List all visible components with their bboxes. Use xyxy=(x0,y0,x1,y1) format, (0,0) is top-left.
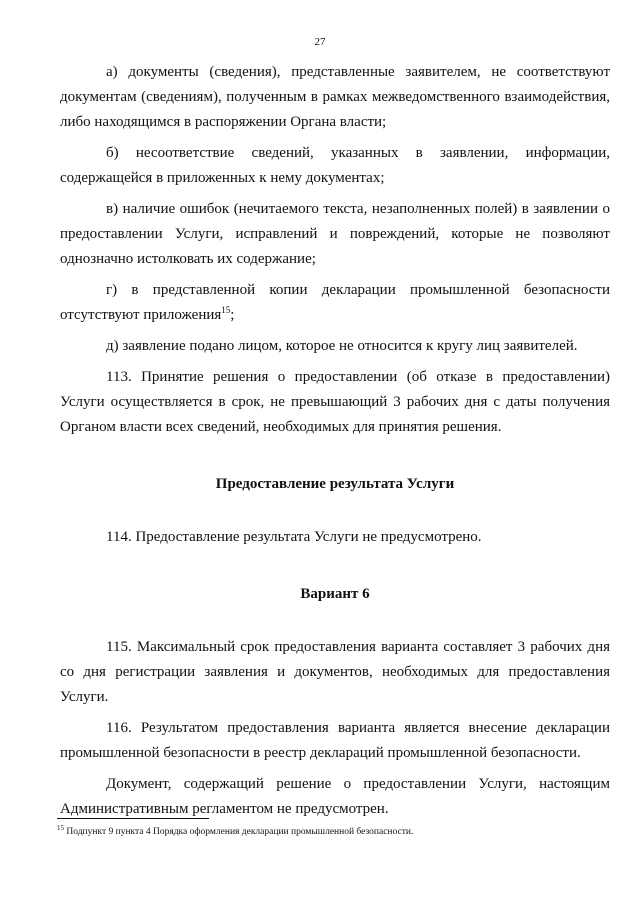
footnote-number: 15 xyxy=(57,823,64,832)
footnote-divider xyxy=(57,818,209,819)
paragraph-113: 113. Принятие решения о предоставлении (об отказе в предоставлении) Услуги осуществляется в срок, не превышающий 3 рабочих дня с даты получения Органом власти всех сведений, необходимых для принятия решения. xyxy=(60,369,610,435)
footnote-ref: 15 xyxy=(221,305,231,315)
paragraph-document: Документ, содержащий решение о предоставлении Услуги, настоящим Административным регламентом не предусмотрен. xyxy=(60,776,610,817)
paragraph-g-tail: ; xyxy=(230,307,235,323)
paragraph-115: 115. Максимальный срок предоставления варианта составляет 3 рабочих дня со дня регистрации заявления и документов, необходимых для предоставления Услуги. xyxy=(60,639,610,705)
paragraph-a: а) документы (сведения), представленные заявителем, не соответствуют документам (сведениям), полученным в рамках межведомственного взаимодействия, либо находящимся в распоряжении Органа власти; xyxy=(60,64,610,130)
footnote xyxy=(57,823,617,839)
paragraph-g xyxy=(60,278,610,328)
section-heading-variant: Вариант 6 xyxy=(300,586,370,602)
paragraph-114: 114. Предоставление результата Услуги не предусмотрено. xyxy=(106,529,482,545)
page-number: 27 xyxy=(314,36,326,48)
paragraph-b: б) несоответствие сведений, указанных в заявлении, информации, содержащейся в приложенных к нему документах; xyxy=(60,145,610,186)
document-body xyxy=(60,60,610,828)
paragraph-v: в) наличие ошибок (нечитаемого текста, незаполненных полей) в заявлении о предоставлении Услуги, исправлений и повреждений, которые не позволяют однозначно истолковать их содержание; xyxy=(60,201,610,267)
footnote-text: Подпункт 9 пункта 4 Порядка оформления декларации промышленной безопасности. xyxy=(64,827,414,837)
paragraph-d: д) заявление подано лицом, которое не относится к кругу лиц заявителей. xyxy=(106,338,578,354)
paragraph-116: 116. Результатом предоставления варианта является внесение декларации промышленной безопасности в реестр деклараций промышленной безопасности. xyxy=(60,720,610,761)
paragraph-g-text: г) в представленной копии декларации промышленной безопасности отсутствуют приложения xyxy=(60,282,610,323)
section-heading-result: Предоставление результата Услуги xyxy=(215,476,455,492)
